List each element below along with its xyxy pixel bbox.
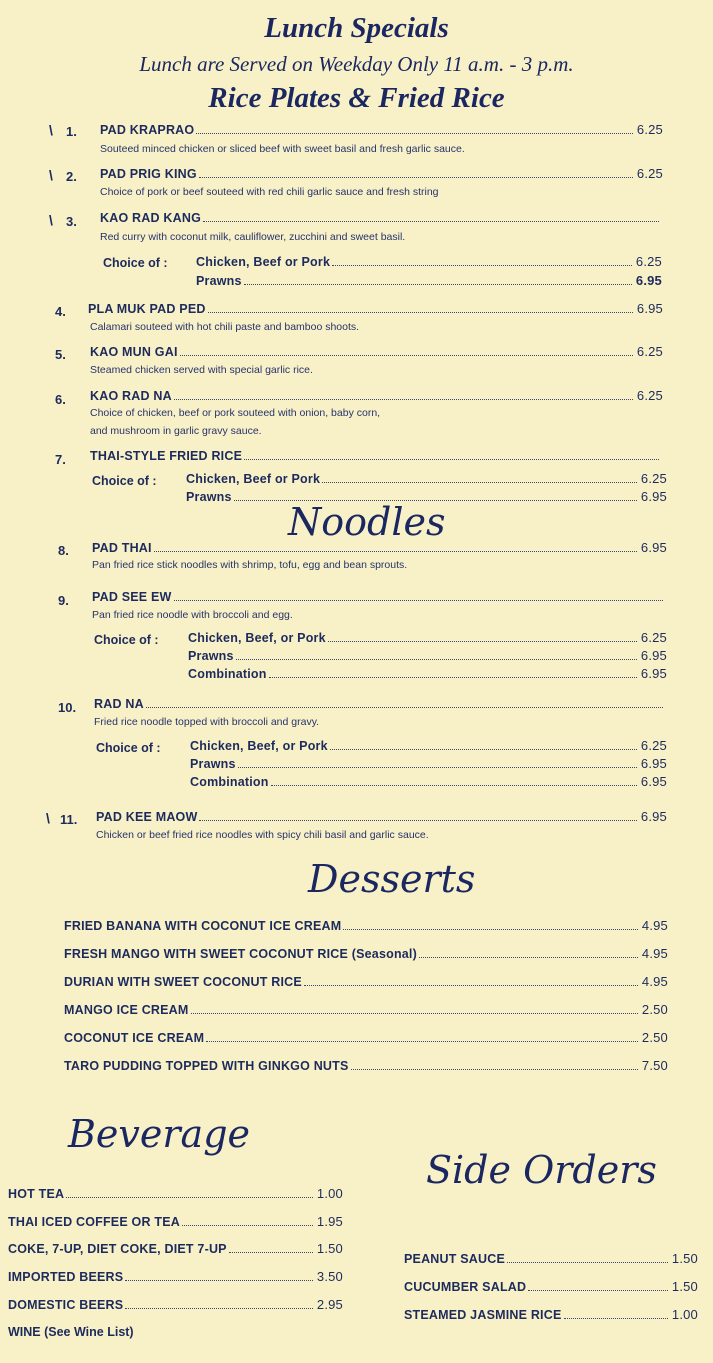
item-price: 2.50 <box>641 1002 668 1017</box>
side-order-item <box>404 1307 698 1322</box>
item-description: Pan fried rice stick noodles with shrimp, tofu, egg and bean sprouts. <box>92 559 408 571</box>
item-price: 4.95 <box>641 974 668 989</box>
option-price: 6.25 <box>635 254 662 269</box>
item-name: TARO PUDDING TOPPED WITH GINKGO NUTS <box>64 1059 349 1073</box>
item-price: 6.25 <box>636 122 663 137</box>
item-name: STEAMED JASMINE RICE <box>404 1308 562 1322</box>
option-price: 6.95 <box>640 648 667 663</box>
item-price: 6.95 <box>636 301 663 316</box>
spicy-icon: \ <box>49 167 53 183</box>
item-name: FRIED BANANA WITH COCONUT ICE CREAM <box>64 919 342 933</box>
choice-label: Choice of : <box>94 633 159 647</box>
section-title-noodles: Noodles <box>288 500 446 544</box>
option-name: Combination <box>190 775 269 789</box>
item-description: Chicken or beef fried rice noodles with spicy chili basil and garlic sauce. <box>96 829 429 841</box>
item-price: 6.25 <box>636 166 663 181</box>
dessert-item <box>64 1002 668 1017</box>
item-price: 3.50 <box>316 1269 343 1284</box>
item-name: PEANUT SAUCE <box>404 1252 506 1266</box>
option-price: 6.25 <box>640 471 667 486</box>
item-description-line-2: and mushroom in garlic gravy sauce. <box>90 425 262 437</box>
spicy-icon: \ <box>46 810 50 826</box>
menu-item-kao-rad-na <box>90 388 663 403</box>
menu-item-pad-see-ew <box>92 590 667 604</box>
item-name: DURIAN WITH SWEET COCONUT RICE <box>64 975 302 989</box>
item-description: Calamari souteed with hot chili paste and bamboo shoots. <box>90 321 360 333</box>
dessert-item <box>64 946 668 961</box>
option-row <box>188 648 667 663</box>
item-price: 1.00 <box>316 1186 343 1201</box>
item-name: KAO MUN GAI <box>90 345 178 359</box>
side-order-item <box>404 1251 698 1266</box>
dessert-item <box>64 1030 668 1045</box>
dessert-item <box>64 974 668 989</box>
choice-label: Choice of : <box>92 474 157 488</box>
dessert-item <box>64 1058 668 1073</box>
option-price: 6.25 <box>640 738 667 753</box>
item-name: COCONUT ICE CREAM <box>64 1031 205 1045</box>
option-price: 6.95 <box>640 489 667 504</box>
item-price: 1.00 <box>671 1307 698 1322</box>
spicy-icon: \ <box>49 122 53 138</box>
option-price: 6.95 <box>640 756 667 771</box>
item-number: 4. <box>55 304 66 319</box>
section-title-rice: Rice Plates & Fried Rice <box>208 82 505 114</box>
menu-item-kao-rad-kang <box>100 211 663 225</box>
item-name: CUCUMBER SALAD <box>404 1280 527 1294</box>
item-price: 6.25 <box>636 388 663 403</box>
menu-item-rad-na <box>94 697 667 711</box>
item-name: HOT TEA <box>8 1187 65 1201</box>
item-description: Choice of pork or beef souteed with red chili garlic sauce and fresh string <box>100 186 439 198</box>
dessert-item <box>64 918 668 933</box>
option-name: Prawns <box>196 274 242 288</box>
section-title-beverage: Beverage <box>68 1112 251 1156</box>
item-description: Red curry with coconut milk, cauliflower, zucchini and sweet basil. <box>100 231 406 243</box>
item-name: COKE, 7-UP, DIET COKE, DIET 7-UP <box>8 1242 227 1256</box>
item-price: 6.25 <box>636 344 663 359</box>
item-number: 8. <box>58 543 69 558</box>
menu-item-thai-style-fried-rice <box>90 449 663 463</box>
beverage-item <box>8 1241 343 1256</box>
item-name: KAO RAD KANG <box>100 211 202 225</box>
option-row <box>188 666 667 681</box>
side-order-item <box>404 1279 698 1294</box>
item-name: THAI-STYLE FRIED RICE <box>90 449 243 463</box>
item-price: 1.50 <box>316 1241 343 1256</box>
option-price: 6.95 <box>640 666 667 681</box>
option-row <box>196 273 662 288</box>
item-name: MANGO ICE CREAM <box>64 1003 189 1017</box>
item-name: PAD KRAPRAO <box>100 123 195 137</box>
option-name: Prawns <box>188 649 234 663</box>
choice-label: Choice of : <box>96 741 161 755</box>
option-name: Chicken, Beef or Pork <box>196 255 331 269</box>
item-number: 11. <box>60 812 78 827</box>
menu-item-pad-thai <box>92 540 667 555</box>
option-name: Prawns <box>190 757 236 771</box>
item-number: 5. <box>55 347 66 362</box>
item-name: PAD KEE MAOW <box>96 810 198 824</box>
menu-item-pad-prig-king <box>100 166 663 181</box>
item-price: 1.95 <box>316 1214 343 1229</box>
item-number: 9. <box>58 593 69 608</box>
item-name: PAD THAI <box>92 541 152 555</box>
option-price: 6.95 <box>640 774 667 789</box>
item-name: PAD SEE EW <box>92 590 172 604</box>
option-row <box>190 774 667 789</box>
option-name: Chicken, Beef, or Pork <box>188 631 326 645</box>
option-name: Chicken, Beef or Pork <box>186 472 321 486</box>
choice-label: Choice of : <box>103 256 168 270</box>
item-number: 3. <box>66 214 77 229</box>
beverage-item <box>8 1214 343 1229</box>
option-name: Prawns <box>186 490 232 504</box>
option-name: Chicken, Beef, or Pork <box>190 739 328 753</box>
beverage-item <box>8 1186 343 1201</box>
section-title-side-orders: Side Orders <box>426 1148 657 1192</box>
item-name: PAD PRIG KING <box>100 167 197 181</box>
section-title-desserts: Desserts <box>308 857 476 901</box>
menu-item-pad-kraprao <box>100 122 663 137</box>
item-name: THAI ICED COFFEE OR TEA <box>8 1215 180 1229</box>
option-price: 6.25 <box>640 630 667 645</box>
option-row <box>186 471 667 486</box>
option-row <box>196 254 662 269</box>
item-number: 7. <box>55 452 66 467</box>
item-description: Steamed chicken served with special garlic rice. <box>90 364 313 376</box>
lunch-hours: Lunch are Served on Weekday Only 11 a.m. - 3 p.m. <box>139 52 574 76</box>
item-name: PLA MUK PAD PED <box>88 302 206 316</box>
item-price: 4.95 <box>641 918 668 933</box>
item-name: KAO RAD NA <box>90 389 172 403</box>
option-row <box>190 756 667 771</box>
menu-item-pad-kee-maow <box>96 809 667 824</box>
item-number: 1. <box>66 124 77 139</box>
item-name: DOMESTIC BEERS <box>8 1298 124 1312</box>
option-row <box>190 738 667 753</box>
item-price: 1.50 <box>671 1251 698 1266</box>
beverage-item <box>8 1297 343 1312</box>
item-price: 7.50 <box>641 1058 668 1073</box>
item-price: 2.50 <box>641 1030 668 1045</box>
beverage-item-wine: WINE (See Wine List) <box>8 1325 134 1339</box>
option-row <box>188 630 667 645</box>
item-description: Choice of chicken, beef or pork souteed with onion, baby corn, <box>90 407 381 419</box>
item-number: 10. <box>58 700 77 715</box>
item-number: 2. <box>66 169 77 184</box>
item-description: Pan fried rice noodle with broccoli and egg. <box>92 609 293 621</box>
item-description: Souteed minced chicken or sliced beef with sweet basil and fresh garlic sauce. <box>100 143 465 155</box>
menu-title: Lunch Specials <box>264 12 449 44</box>
menu-item-kao-mun-gai <box>90 344 663 359</box>
item-description: Fried rice noodle topped with broccoli and gravy. <box>94 716 320 728</box>
item-price: 1.50 <box>671 1279 698 1294</box>
beverage-item <box>8 1269 343 1284</box>
menu-item-pla-muk-pad-ped <box>88 301 663 316</box>
item-number: 6. <box>55 392 66 407</box>
item-name: FRESH MANGO WITH SWEET COCONUT RICE (Seasonal) <box>64 947 417 961</box>
option-name: Combination <box>188 667 267 681</box>
item-price: 6.95 <box>640 809 667 824</box>
item-price: 2.95 <box>316 1297 343 1312</box>
item-price: 4.95 <box>641 946 668 961</box>
option-price: 6.95 <box>635 273 662 288</box>
spicy-icon: \ <box>49 212 53 228</box>
item-name: RAD NA <box>94 697 144 711</box>
item-name: IMPORTED BEERS <box>8 1270 124 1284</box>
item-price: 6.95 <box>640 540 667 555</box>
